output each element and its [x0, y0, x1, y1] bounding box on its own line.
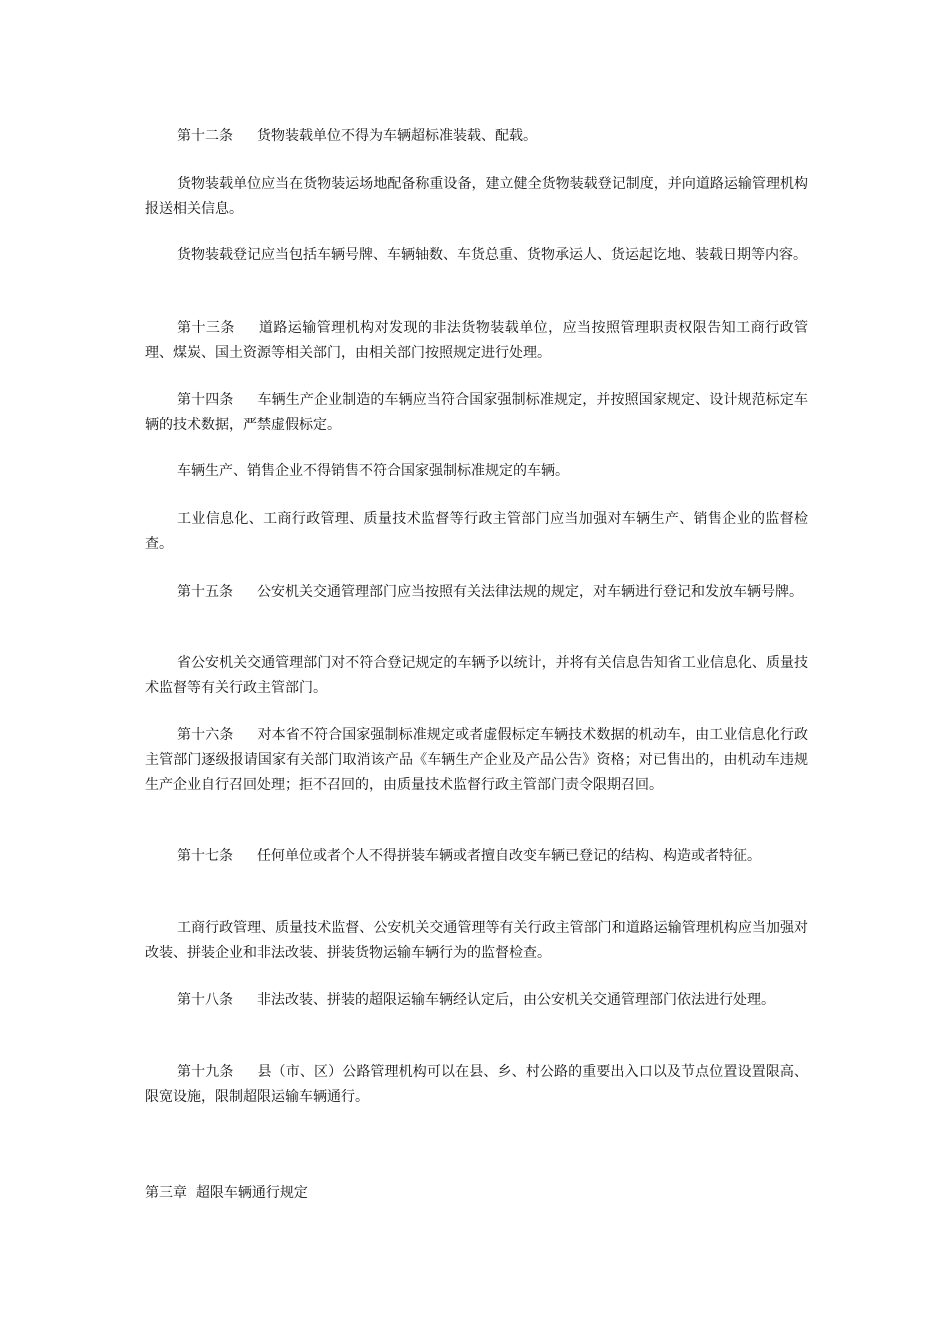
article-13 — [145, 316, 808, 366]
article-number: 第十六条 — [177, 727, 234, 743]
paragraph-text: 货物装载登记应当包括车辆号牌、车辆轴数、车货总重、货物承运人、货运起讫地、装载日期等内容。 — [177, 247, 807, 263]
paragraph-text: 工业信息化、工商行政管理、质量技术监督等行政主管部门应当加强对车辆生产、销售企业的监督检查。 — [145, 511, 808, 552]
paragraph-text: 车辆生产、销售企业不得销售不符合国家强制标准规定的车辆。 — [177, 463, 569, 479]
article-text: 车辆生产企业制造的车辆应当符合国家强制标准规定，并按照国家规定、设计规范标定车辆的技术数据，严禁虚假标定。 — [145, 392, 809, 433]
article-16 — [145, 723, 808, 798]
article-number: 第十二条 — [177, 128, 233, 144]
article-number: 第十九条 — [177, 1064, 234, 1080]
paragraph-text: 工商行政管理、质量技术监督、公安机关交通管理等有关行政主管部门和道路运输管理机构应当加强对改装、拼装企业和非法改装、拼装货物运输车辆行为的监督检查。 — [145, 920, 808, 961]
article-text: 道路运输管理机构对发现的非法货物装载单位，应当按照管理职责权限告知工商行政管理、煤炭、国土资源等相关部门，由相关部门按照规定进行处理。 — [145, 320, 809, 361]
article-18 — [145, 988, 808, 1013]
article-text: 任何单位或者个人不得拼装车辆或者擅自改变车辆已登记的结构、构造或者特征。 — [257, 848, 761, 864]
paragraph — [145, 459, 808, 484]
article-number: 第十五条 — [177, 584, 233, 600]
paragraph-text: 省公安机关交通管理部门对不符合登记规定的车辆予以统计，并将有关信息告知省工业信息化、质量技术监督等有关行政主管部门。 — [145, 655, 808, 696]
paragraph-text: 货物装载单位应当在货物装运场地配备称重设备，建立健全货物装载登记制度，并向道路运输管理机构报送相关信息。 — [145, 176, 808, 217]
paragraph — [145, 916, 808, 966]
article-number: 第十七条 — [177, 848, 233, 864]
paragraph — [145, 243, 808, 268]
article-text: 公安机关交通管理部门应当按照有关法律法规的规定，对车辆进行登记和发放车辆号牌。 — [257, 584, 803, 600]
article-text: 对本省不符合国家强制标准规定或者虚假标定车辆技术数据的机动车，由工业信息化行政主管部门逐级报请国家有关部门取消该产品《车辆生产企业及产品公告》资格；对已售出的，由机动车违规生产企业自行召回处理；拒不召回的，由质量技术监督行政主管部门责令限期召回。 — [145, 727, 809, 793]
article-14 — [145, 388, 808, 438]
paragraph — [145, 507, 808, 557]
article-text: 非法改装、拼装的超限运输车辆经认定后，由公安机关交通管理部门依法进行处理。 — [257, 992, 775, 1008]
article-19 — [145, 1060, 808, 1110]
paragraph — [145, 172, 808, 222]
article-12 — [145, 124, 808, 149]
chapter-heading: 第三章 超限车辆通行规定 — [145, 1185, 308, 1201]
article-number: 第十四条 — [177, 392, 234, 408]
article-15 — [145, 580, 808, 605]
article-17 — [145, 844, 808, 869]
article-number: 第十三条 — [177, 320, 235, 336]
article-number: 第十八条 — [177, 992, 233, 1008]
article-text: 县（市、区）公路管理机构可以在县、乡、村公路的重要出入口以及节点位置设置限高、限宽设施，限制超限运输车辆通行。 — [145, 1064, 809, 1105]
article-text: 货物装载单位不得为车辆超标准装载、配载。 — [257, 128, 537, 144]
paragraph — [145, 651, 808, 701]
